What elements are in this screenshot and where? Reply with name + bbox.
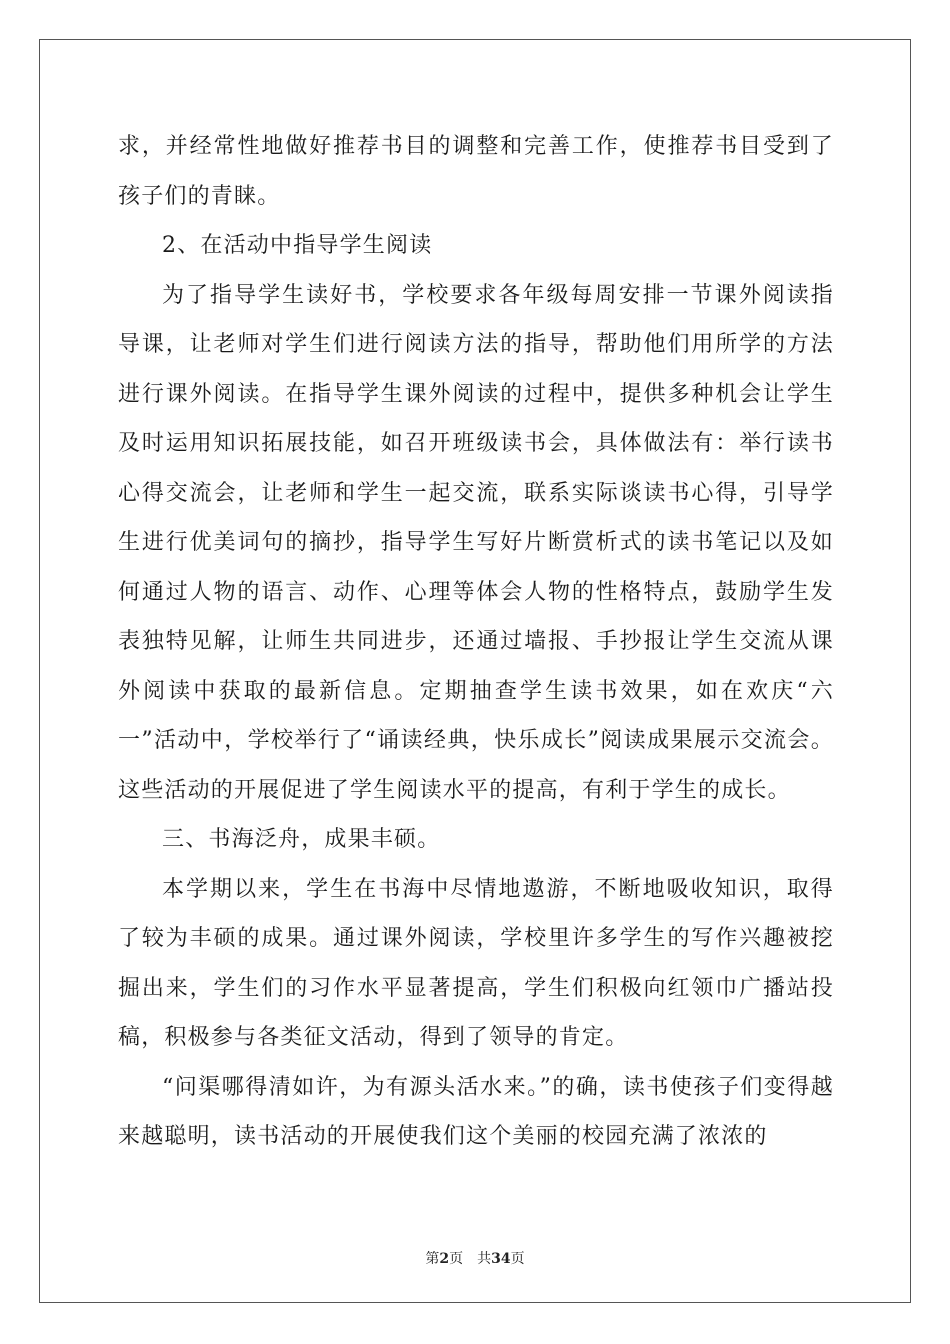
paragraph-achievements: 本学期以来，学生在书海中尽情地遨游，不断地吸收知识，取得了较为丰硕的成果。通过课外阅读，学校里许多学生的写作兴趣被挖掘出来，学生们的习作水平显著提高，学生们积极向红领巾广播站投稿，积极参与各类征文活动，得到了领导的肯定。 — [118, 876, 834, 1050]
section-heading-guide-reading: 2、在活动中指导学生阅读 — [162, 233, 433, 258]
paragraph-closing-quote: “问渠哪得清如许，为有源头活水来。”的确，读书使孩子们变得越来越聪明，读书活动的开展使我们这个美丽的校园充满了浓浓的 — [118, 1074, 834, 1149]
total-prefix: 共 — [477, 1251, 492, 1267]
page-number: 2 — [439, 1251, 450, 1267]
total-pages: 34 — [491, 1251, 511, 1267]
paragraph-continuation: 求，并经常性地做好推荐书目的调整和完善工作，使推荐书目受到了孩子们的青睐。 — [118, 134, 834, 209]
paragraph-guidance-activities: 为了指导学生读好书，学校要求各年级每周安排一节课外阅读指导课，让老师对学生们进行阅读方法的指导，帮助他们用所学的方法进行课外阅读。在指导学生课外阅读的过程中，提供多种机会让学生及时运用知识拓展技能，如召开班级读书会，具体做法有：举行读书心得交流会，让老师和学生一起交流，联系实际谈读书心得，引导学生进行优美词句的摘抄，指导学生写好片断赏析式的读书笔记以及如何通过人物的语言、动作、心理等体会人物的性格特点，鼓励学生发表独特见解，让师生共同进步，还通过墙报、手抄报让学生交流从课外阅读中获取的最新信息。定期抽查学生读书效果，如在欢庆“六一”活动中，学校举行了“诵读经典，快乐成长”阅读成果展示交流会。这些活动的开展促进了学生阅读水平的提高，有利于学生的成长。 — [118, 282, 834, 803]
page-prefix: 第 — [425, 1251, 440, 1267]
page-footer — [0, 1248, 950, 1268]
page-suffix: 页 — [449, 1251, 464, 1267]
total-suffix: 页 — [510, 1251, 525, 1267]
document-body — [118, 122, 834, 1162]
section-heading-achievements: 三、书海泛舟，成果丰硕。 — [162, 827, 441, 852]
